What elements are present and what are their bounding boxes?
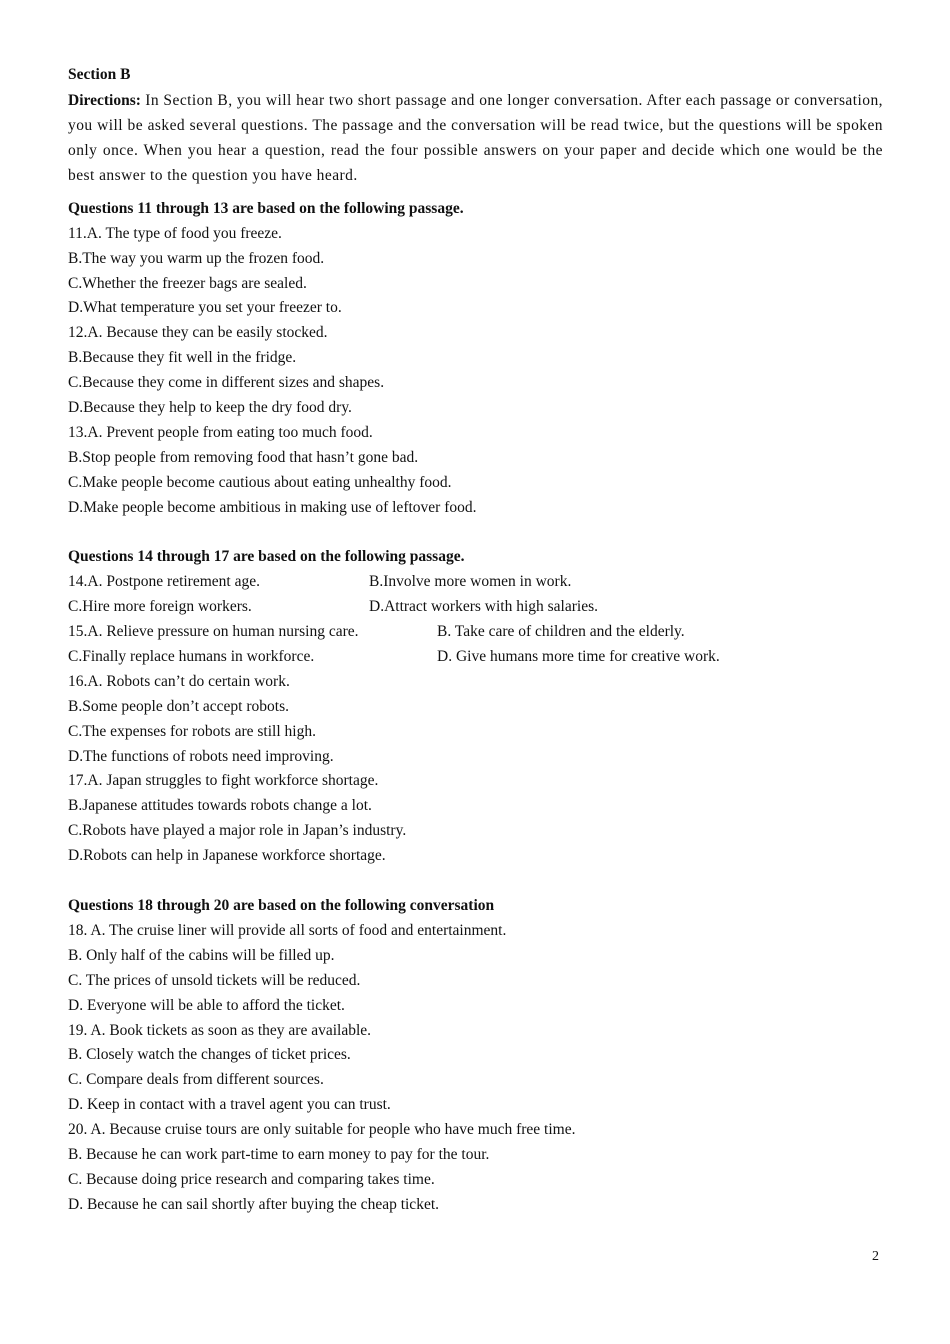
question-14-row1	[68, 570, 883, 595]
option-line: C.Because they come in different sizes and shapes.	[68, 374, 385, 392]
option-line: C.Make people become cautious about eating unhealthy food.	[68, 473, 452, 491]
option-line: C. Compare deals from different sources.	[68, 1071, 324, 1089]
page-number: 2	[872, 1249, 879, 1264]
option-line: B. Closely watch the changes of ticket prices.	[68, 1046, 351, 1064]
group-heading: Questions 14 through 17 are based on the following passage.	[68, 548, 465, 566]
option-line: B.Japanese attitudes towards robots change a lot.	[68, 797, 372, 815]
document-page	[68, 63, 883, 1218]
question-15-row1	[68, 620, 883, 645]
option-line: B.The way you warm up the frozen food.	[68, 249, 325, 267]
option-line: 11.A. The type of food you freeze.	[68, 224, 282, 242]
question-group-11-13	[68, 197, 883, 521]
section-title: Section B	[68, 66, 131, 83]
option-text: D.Attract workers with high salaries.	[369, 598, 598, 616]
option-line: D. Keep in contact with a travel agent you can trust.	[68, 1096, 391, 1114]
option-line: 17.A. Japan struggles to fight workforce shortage.	[68, 772, 379, 790]
option-text: C.Finally replace humans in workforce.	[68, 648, 315, 666]
option-line: C.The expenses for robots are still high.	[68, 722, 316, 740]
question-group-14-17	[68, 545, 883, 869]
question-group-18-20	[68, 894, 883, 1218]
option-line: C. Because doing price research and comparing takes time.	[68, 1170, 435, 1188]
option-text: C.Hire more foreign workers.	[68, 598, 252, 616]
option-line: C.Whether the freezer bags are sealed.	[68, 274, 307, 292]
option-line: D.Robots can help in Japanese workforce shortage.	[68, 847, 386, 865]
option-line: C.Robots have played a major role in Japan’s industry.	[68, 822, 407, 840]
option-line: B.Because they fit well in the fridge.	[68, 349, 297, 367]
option-text: 15.A. Relieve pressure on human nursing care.	[68, 623, 359, 641]
option-line: C. The prices of unsold tickets will be reduced.	[68, 971, 361, 989]
directions-paragraph	[68, 88, 883, 188]
option-line: D.Make people become ambitious in making use of leftover food.	[68, 498, 477, 516]
option-text: 14.A. Postpone retirement age.	[68, 573, 260, 591]
option-line: 19. A. Book tickets as soon as they are available.	[68, 1021, 372, 1039]
group-heading: Questions 11 through 13 are based on the following passage.	[68, 199, 464, 217]
option-line: D.The functions of robots need improving.	[68, 747, 334, 765]
group-heading: Questions 18 through 20 are based on the following conversation	[68, 897, 495, 915]
option-line: D. Everyone will be able to afford the ticket.	[68, 996, 345, 1014]
option-text: B.Involve more women in work.	[369, 573, 572, 591]
option-line: 18. A. The cruise liner will provide all sorts of food and entertainment.	[68, 921, 507, 939]
option-line: 12.A. Because they can be easily stocked.	[68, 324, 328, 342]
option-line: B.Some people don’t accept robots.	[68, 697, 289, 715]
question-15-row2	[68, 645, 883, 670]
directions-label: Directions:	[68, 91, 141, 109]
option-text: D. Give humans more time for creative work.	[437, 648, 720, 666]
directions-text: In Section B, you will hear two short passage and one longer conversation. After each passage or conversation, you will be asked several questions. The passage and the conversation will be read twice, but the questions will be spoken only once. When you hear a question, read the four possible answers on your paper and decide which one would be the best answer to the question you have heard.	[68, 91, 883, 184]
option-text: B. Take care of children and the elderly.	[437, 623, 685, 641]
question-14-row2	[68, 595, 883, 620]
option-line: 13.A. Prevent people from eating too much food.	[68, 423, 373, 441]
option-line: 16.A. Robots can’t do certain work.	[68, 672, 290, 690]
option-line: D.Because they help to keep the dry food dry.	[68, 399, 352, 417]
option-line: D. Because he can sail shortly after buying the cheap ticket.	[68, 1195, 440, 1213]
option-line: D.What temperature you set your freezer to.	[68, 299, 342, 317]
option-line: 20. A. Because cruise tours are only suitable for people who have much free time.	[68, 1121, 576, 1139]
option-line: B.Stop people from removing food that hasn’t gone bad.	[68, 448, 419, 466]
option-line: B. Only half of the cabins will be filled up.	[68, 946, 335, 964]
option-line: B. Because he can work part-time to earn money to pay for the tour.	[68, 1145, 490, 1163]
